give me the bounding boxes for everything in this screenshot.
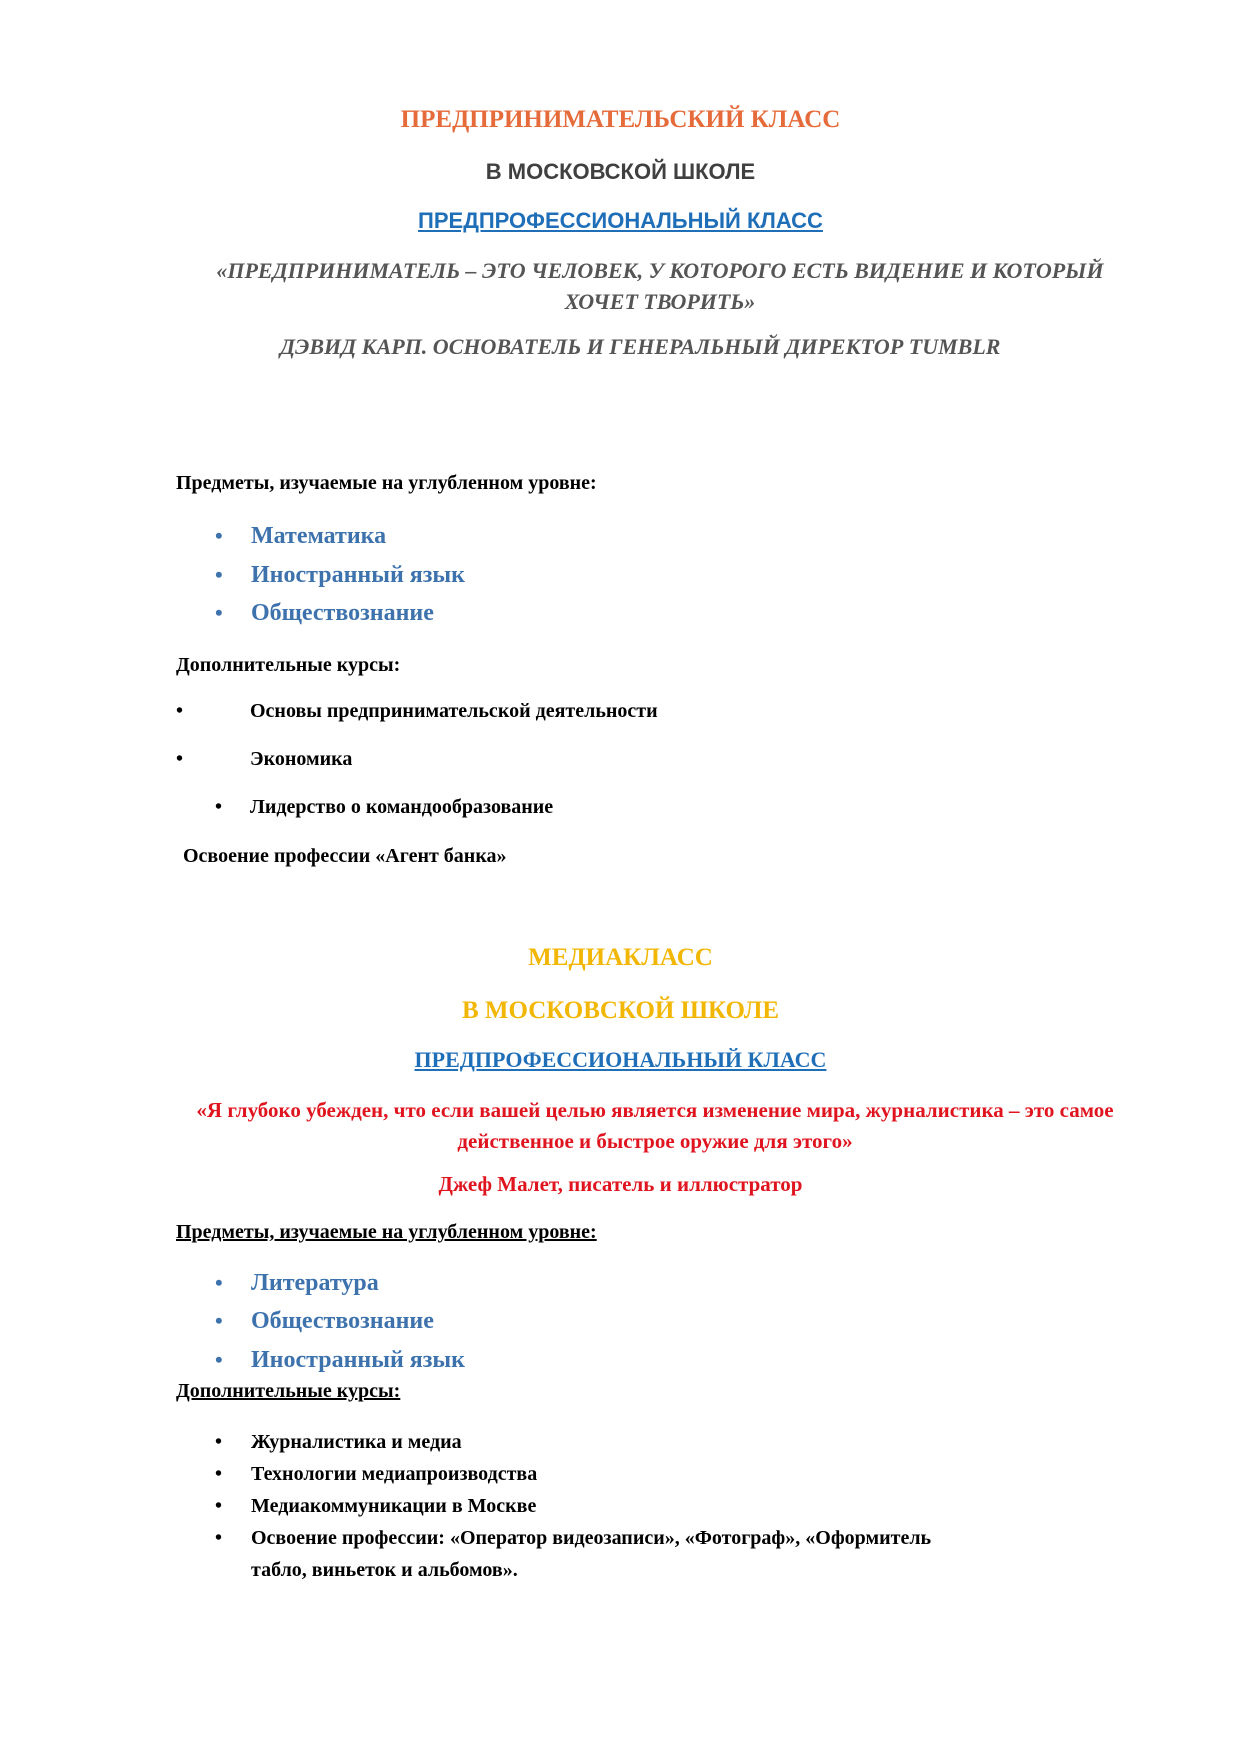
list-item-continuation	[251, 1559, 518, 1582]
list-item	[215, 1347, 465, 1374]
section1-title: ПРЕДПРИНИМАТЕЛЬСКИЙ КЛАСС	[400, 106, 841, 133]
section2-subtitle: В МОСКОВСКОЙ ШКОЛЕ	[461, 997, 780, 1024]
list-item	[215, 796, 553, 819]
bullet-icon: •	[215, 1308, 223, 1333]
bullet-icon: •	[215, 1463, 223, 1485]
course-label: Лидерство о командообразование	[250, 796, 554, 818]
section1-courses-label: Дополнительные курсы:	[176, 654, 401, 676]
subject-label: Литература	[251, 1270, 379, 1296]
subject-label: Обществознание	[251, 600, 434, 626]
list-item	[215, 523, 386, 550]
list-item	[215, 1270, 379, 1297]
course-label: Медиакоммуникации в Москве	[251, 1495, 537, 1517]
section2-subjects-label: Предметы, изучаемые на углубленном уровне:	[176, 1221, 597, 1243]
list-item	[215, 1495, 536, 1518]
section1-subjects-label: Предметы, изучаемые на углубленном уровне:	[176, 472, 597, 494]
list-item	[215, 562, 465, 589]
course-label: табло, виньеток и альбомов».	[251, 1559, 518, 1581]
list-item	[176, 748, 352, 771]
section2-quote: «Я глубоко убежден, что если вашей целью является изменение мира, журналистика – это самое действенное и быстрое оружие для этого»	[196, 1098, 1114, 1153]
bullet-icon: •	[215, 1495, 223, 1517]
section1-preprofessional-label: ПРЕДПРОФЕССИОНАЛЬНЫЙ КЛАСС	[418, 208, 823, 233]
section2-preprofessional-label: ПРЕДПРОФЕССИОНАЛЬНЫЙ КЛАСС	[414, 1047, 827, 1072]
bullet-icon: •	[176, 700, 184, 722]
bullet-icon: •	[215, 1431, 223, 1453]
section1-quote-author: ДЭВИД КАРП. ОСНОВАТЕЛЬ И ГЕНЕРАЛЬНЫЙ ДИРЕКТОР TUMBLR	[280, 334, 1001, 359]
course-label: Технологии медиапроизводства	[251, 1463, 538, 1485]
list-item	[215, 1308, 434, 1335]
subject-label: Иностранный язык	[251, 1347, 465, 1373]
subject-label: Обществознание	[251, 1308, 434, 1334]
bullet-icon: •	[215, 796, 223, 818]
list-item	[215, 1431, 462, 1454]
subject-label: Математика	[251, 523, 387, 549]
bullet-icon: •	[215, 562, 223, 587]
section2-courses-label: Дополнительные курсы:	[176, 1380, 401, 1402]
bullet-icon: •	[176, 748, 184, 770]
subject-label: Иностранный язык	[251, 562, 465, 588]
section2-quote-author: Джеф Малет, писатель и иллюстратор	[438, 1172, 803, 1196]
bullet-icon: •	[215, 523, 223, 548]
list-item	[176, 700, 658, 723]
section2-title: МЕДИАКЛАСС	[528, 944, 713, 971]
bullet-icon: •	[215, 600, 223, 625]
section1-subtitle: В МОСКОВСКОЙ ШКОЛЕ	[485, 159, 756, 184]
bullet-icon: •	[215, 1347, 223, 1372]
bullet-icon: •	[215, 1270, 223, 1295]
section1-quote: «ПРЕДПРИНИМАТЕЛЬ – ЭТО ЧЕЛОВЕК, У КОТОРОГО ЕСТЬ ВИДЕНИЕ И КОТОРЫЙ ХОЧЕТ ТВОРИТЬ»	[216, 258, 1104, 314]
bullet-icon: •	[215, 1527, 223, 1549]
list-item	[215, 600, 434, 627]
course-label: Журналистика и медиа	[251, 1431, 462, 1453]
course-label: Основы предпринимательской деятельности	[250, 700, 658, 722]
list-item	[215, 1463, 537, 1486]
section1-profession: Освоение профессии «Агент банка»	[183, 845, 507, 867]
list-item	[215, 1527, 931, 1550]
course-label: Освоение профессии: «Оператор видеозаписи», «Фотограф», «Оформитель	[251, 1527, 932, 1549]
course-label: Экономика	[250, 748, 353, 770]
